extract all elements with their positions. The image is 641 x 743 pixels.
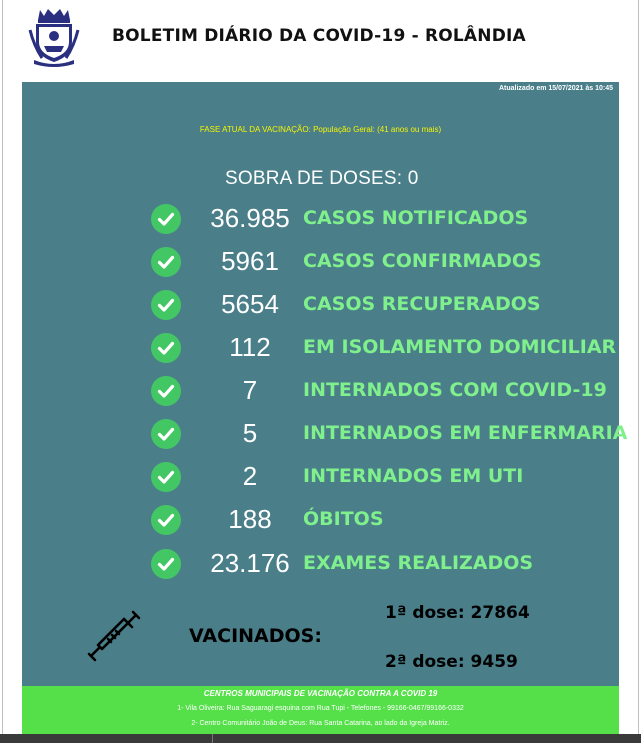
- stat-label: INTERNADOS EM UTI: [303, 465, 524, 487]
- check-circle-icon: [151, 462, 181, 492]
- page-border-left: [2, 0, 3, 743]
- check-circle-icon: [151, 549, 181, 579]
- stat-value: 2: [242, 461, 258, 491]
- syringe-icon: [86, 607, 142, 663]
- stat-value: 5961: [221, 246, 279, 276]
- vaccination-phase: FASE ATUAL DA VACINAÇÃO: População Geral: (41 anos ou mais): [199, 125, 442, 134]
- covid-stats-panel: [22, 82, 628, 686]
- footer-title: CENTROS MUNICIPAIS DE VACINAÇÃO CONTRA A COVID 19: [203, 689, 438, 698]
- stat-value: 5: [242, 418, 258, 448]
- footer-center-1: 1- Vila Oliveira: Rua Saguaragi esquina com Rua Tupi - Telefones - 99166-0467/99166-0332: [177, 705, 464, 712]
- stat-row-ward: [22, 417, 628, 457]
- footer-center-2: 2- Centro Comunitário João de Deus: Rua Santa Catarina, ao lado da Igreja Matriz.: [191, 720, 450, 727]
- bottom-scrollbar[interactable]: [0, 734, 641, 743]
- stat-value: 23.176: [210, 548, 290, 578]
- vaccination-centers-footer: [22, 686, 619, 734]
- stat-label: INTERNADOS EM ENFERMARIA: [303, 422, 628, 444]
- check-circle-icon: [151, 505, 181, 535]
- stat-row-home-isolation: [22, 331, 619, 371]
- scrollbar-divider: [212, 734, 213, 743]
- check-circle-icon: [151, 204, 181, 234]
- first-dose-count: 1ª dose: 27864: [385, 603, 530, 623]
- check-circle-icon: [151, 376, 181, 406]
- stat-value: 112: [229, 332, 271, 362]
- updated-timestamp: Atualizado em 15/07/2021 às 10:45: [498, 85, 613, 92]
- stat-row-deaths: [22, 503, 619, 543]
- stat-label: CASOS CONFIRMADOS: [303, 250, 542, 272]
- stat-label: EM ISOLAMENTO DOMICILIAR: [303, 336, 617, 358]
- stat-row-recovered: [22, 288, 619, 328]
- stat-label: INTERNADOS COM COVID-19: [303, 379, 607, 401]
- stat-row-hospitalized: [22, 374, 619, 414]
- stat-row-notified: [22, 202, 619, 242]
- check-circle-icon: [151, 419, 181, 449]
- check-circle-icon: [151, 290, 181, 320]
- check-circle-icon: [151, 333, 181, 363]
- header: [0, 0, 641, 82]
- stat-value: 188: [228, 504, 272, 534]
- stat-label: EXAMES REALIZADOS: [303, 552, 534, 574]
- stat-value: 7: [242, 375, 258, 405]
- stat-label: CASOS NOTIFICADOS: [303, 207, 529, 229]
- stat-value: 5654: [221, 289, 279, 319]
- stat-row-tests: [22, 547, 619, 587]
- second-dose-count: 2ª dose: 9459: [385, 652, 518, 672]
- stat-row-confirmed: [22, 245, 619, 285]
- check-circle-icon: [151, 247, 181, 277]
- vaccinated-label: VACINADOS:: [189, 625, 322, 647]
- stat-label: ÓBITOS: [303, 508, 384, 530]
- stat-row-icu: [22, 460, 619, 500]
- stat-value: 36.985: [210, 203, 290, 233]
- city-coat-of-arms-icon: [28, 6, 80, 68]
- leftover-doses: SOBRA DE DOSES: 0: [225, 168, 419, 189]
- page-title: BOLETIM DIÁRIO DA COVID-19 - ROLÂNDIA: [112, 26, 526, 46]
- stat-label: CASOS RECUPERADOS: [303, 293, 541, 315]
- page-border-right: [638, 0, 639, 743]
